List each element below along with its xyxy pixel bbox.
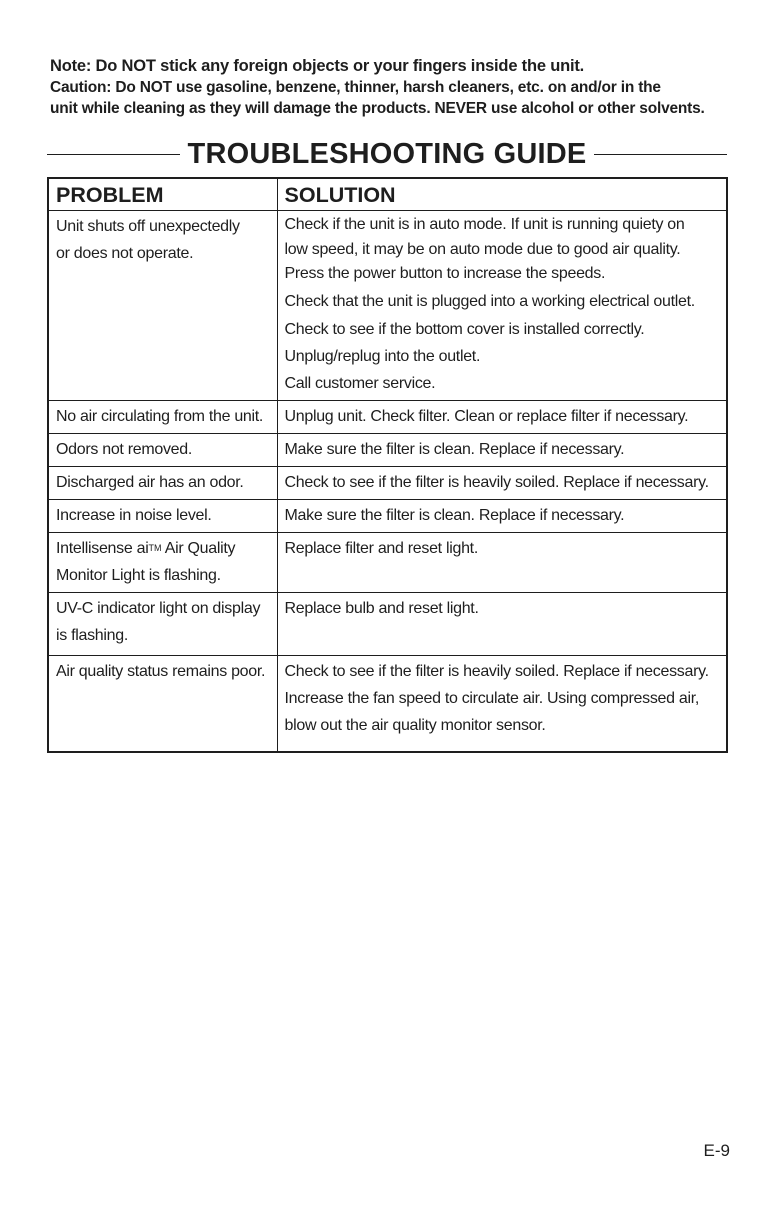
problem-line: is flashing. bbox=[56, 626, 128, 644]
page-number: E-9 bbox=[703, 1141, 730, 1160]
problem-line: Monitor Light is flashing. bbox=[56, 566, 221, 584]
product-name: Intellisense ai bbox=[56, 539, 149, 557]
problem-cell bbox=[48, 592, 277, 655]
problem-line bbox=[56, 535, 273, 562]
heading-rule-right bbox=[594, 154, 727, 155]
solution-line: Unplug/replug into the outlet. bbox=[284, 347, 481, 365]
solution-line: Press the power button to increase the speeds. bbox=[284, 265, 606, 282]
troubleshooting-table bbox=[47, 177, 728, 753]
problem-cell: Air quality status remains poor. bbox=[48, 655, 277, 752]
problem-cell bbox=[48, 532, 277, 592]
table-row bbox=[48, 400, 727, 433]
solution-line: Call customer service. bbox=[284, 374, 436, 392]
solution-cell: Unplug unit. Check filter. Clean or replace filter if necessary. bbox=[277, 400, 727, 433]
problem-cell: Increase in noise level. bbox=[48, 499, 277, 532]
solution-line: Check to see if the filter is heavily soiled. Replace if necessary. bbox=[284, 662, 709, 680]
table-row bbox=[48, 532, 727, 592]
section-heading bbox=[47, 134, 727, 174]
table-row bbox=[48, 466, 727, 499]
problem-cell bbox=[48, 211, 277, 401]
solution-cell: Replace filter and reset light. bbox=[277, 532, 727, 592]
solution-line: Check to see if the bottom cover is installed correctly. bbox=[284, 320, 645, 338]
table-row bbox=[48, 655, 727, 752]
page-title: TROUBLESHOOTING GUIDE bbox=[187, 137, 587, 170]
solution-line: low speed, it may be on auto mode due to good air quality. bbox=[284, 240, 681, 258]
solution-line: blow out the air quality monitor sensor. bbox=[284, 716, 546, 734]
solution-line: Increase the fan speed to circulate air. Using compressed air, bbox=[284, 689, 700, 707]
problem-cell: No air circulating from the unit. bbox=[48, 400, 277, 433]
solution-cell bbox=[277, 211, 727, 401]
caution-text-line-1: Caution: Do NOT use gasoline, benzene, thinner, harsh cleaners, etc. on and/or in the bbox=[50, 79, 661, 96]
caution-text-line-2: unit while cleaning as they will damage the products. NEVER use alcohol or other solvents. bbox=[50, 100, 705, 117]
solution-line: Check that the unit is plugged into a working electrical outlet. bbox=[284, 292, 695, 310]
problem-line: UV-C indicator light on display bbox=[56, 599, 261, 617]
solution-cell bbox=[277, 655, 727, 752]
note-text: Note: Do NOT stick any foreign objects or your fingers inside the unit. bbox=[50, 57, 585, 75]
table-header-row bbox=[48, 178, 727, 211]
solution-cell: Make sure the filter is clean. Replace if necessary. bbox=[277, 433, 727, 466]
table-row bbox=[48, 433, 727, 466]
problem-line: Unit shuts off unexpectedly bbox=[56, 218, 240, 235]
table-row bbox=[48, 211, 727, 401]
solution-line: Check if the unit is in auto mode. If unit is running quiety on bbox=[284, 216, 685, 233]
problem-text: Air Quality bbox=[161, 539, 236, 557]
heading-rule-left bbox=[47, 154, 180, 155]
table-row bbox=[48, 499, 727, 532]
problem-cell: Discharged air has an odor. bbox=[48, 466, 277, 499]
trademark-mark: TM bbox=[148, 542, 162, 553]
solution-header: SOLUTION bbox=[277, 178, 727, 211]
solution-cell: Replace bulb and reset light. bbox=[277, 592, 727, 655]
solution-cell: Make sure the filter is clean. Replace if necessary. bbox=[277, 499, 727, 532]
problem-header: PROBLEM bbox=[48, 178, 277, 211]
table-row bbox=[48, 592, 727, 655]
problem-line: or does not operate. bbox=[56, 245, 194, 262]
problem-cell: Odors not removed. bbox=[48, 433, 277, 466]
notes-block bbox=[50, 56, 750, 119]
solution-cell: Check to see if the filter is heavily soiled. Replace if necessary. bbox=[277, 466, 727, 499]
